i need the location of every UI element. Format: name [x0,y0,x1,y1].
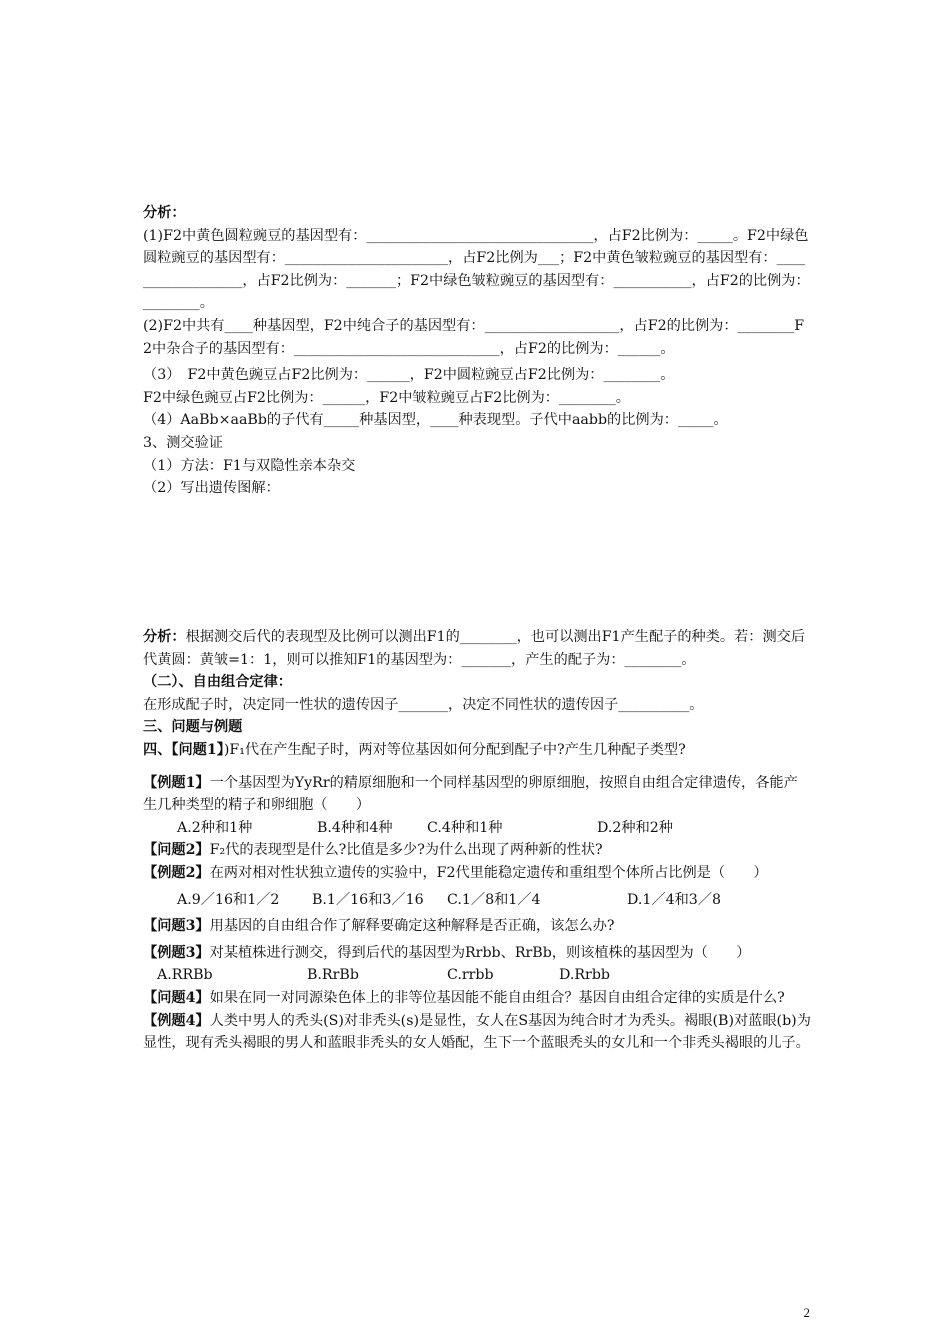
problem-1-label: 四、【问题1】 [143,741,224,758]
question-4-cross: （4）AaBb×aaBb的子代有_____种基因型，____种表现型。子代中aabb的比例为：_____。 [143,412,728,429]
option-d: D.Rrbb [559,967,611,984]
section-3-heading: 三、问题与例题 [143,719,243,736]
option-a: A.9／16和1／2 [177,891,280,908]
example-3-options [143,964,811,987]
example-2-text: 在两对相对性状独立遗传的实验中，F2代里能稳定遗传和重组型个体所占比例是（ ） [209,864,768,881]
analysis-title: 分析： [143,205,186,221]
testcross-heading: 3、测交验证 [143,434,223,451]
problem-4-text: 如果在同一对同源染色体上的非等位基因能不能自由组合？基因自由组合定律的实质是什么? [209,989,785,1006]
example-3-text: 对某植株进行测交，得到后代的基因型为Rrbb、RrBb，则该植株的基因型为（ ） [209,944,751,961]
example-3 [143,942,811,965]
problem-2-text: F₂代的表现型是什么?比值是多少?为什么出现了两种新的性状? [209,842,603,859]
law-heading: （二）、自由组合定律： [143,674,292,691]
example-1 [143,772,811,817]
example-1-label: 【例题1】 [143,774,210,791]
problem-3-label: 【问题3】 [143,918,210,935]
analysis-section-1 [143,202,811,500]
question-3-yellow-round: （3） F2中黄色豌豆占F2比例为：______，F2中圆粒豌豆占F2比例为：________。 [143,367,675,384]
problem-4 [143,987,811,1010]
example-2-label: 【例题2】 [143,864,210,881]
testcross-diagram-prompt: （2）写出遗传图解： [143,480,280,497]
example-2-options [143,889,811,912]
option-c: C.1／8和1／4 [447,891,541,908]
question-2-genotype-count: (2)F2中共有____种基因型，F2中纯合子的基因型有：___________________，占F2的比例为：________F2中杂合子的基因型有：_____________________________，占F2的比例为：______。 [143,317,805,357]
problem-2 [143,839,811,862]
analysis-text: 根据测交后代的表现型及比例可以测出F1的________，也可以测出F1产生配子的种类。若：测交后代黄圆：黄皱=1：1，则可以推知F1的基因型为：_______，产生的配子为：________。 [143,629,806,668]
example-3-label: 【例题3】 [143,944,210,961]
option-b: B.4种和4种 [317,819,393,836]
example-1-text: 一个基因型为YyRr的精原细胞和一个同样基因型的卵原细胞，按照自由组合定律遗传，各能产生几种类型的精子和卵细胞（ ） [143,774,798,814]
option-c: C.rrbb [447,967,494,984]
option-b: B.1／16和3／16 [312,891,424,908]
problem-1-text: )F₁代在产生配子时，两对等位基因如何分配到配子中?产生几种配子类型? [223,741,686,758]
option-c: C.4种和1种 [427,819,503,836]
problem-4-label: 【问题4】 [143,989,210,1006]
example-2 [143,862,811,885]
question-3-green-wrinkled: F2中绿色豌豆占F2比例为：______，F2中皱粒豌豆占F2比例为：________。 [143,389,630,406]
analysis-testcross [143,626,811,671]
example-4 [143,1010,811,1055]
example-4-label: 【例题4】 [143,1012,210,1029]
example-4-text: 人类中男人的秃头(S)对非秃头(s)是显性，女人在S基因为纯合时才为秃头。褐眼(B)对蓝眼(b)为显性，现有秃头褐眼的男人和蓝眼非秃头的女人婚配，生下一个蓝眼秃头的女儿和一个非秃头褐眼的儿子。 [143,1012,811,1052]
problem-3 [143,915,811,938]
option-d: D.2种和2种 [597,819,673,836]
example-1-options [143,817,811,840]
option-b: B.RrBb [307,967,359,984]
option-d: D.1／4和3／8 [627,891,722,908]
analysis-section-2 [143,626,811,1055]
testcross-method: （1）方法：F1与双隐性亲本杂交 [143,457,356,474]
problem-3-text: 用基因的自由组合作了解释要确定这种解释是否正确，该怎么办? [209,918,615,935]
page-number: 2 [803,1305,810,1320]
law-text: 在形成配子时，决定同一性状的遗传因子_______，决定不同性状的遗传因子__________。 [143,696,704,713]
problem-2-label: 【问题2】 [143,842,210,859]
problem-1 [143,739,811,762]
analysis-label: 分析： [143,629,186,645]
option-a: A.RRBb [157,967,213,984]
question-1-genotypes: (1)F2中黄色圆粒豌豆的基因型有：________________________________，占F2比例为：_____。F2中绿色圆粒豌豆的基因型有：_______________________，占F2比例为___；F2中黄色皱粒豌豆的基因型有：__________________，占F2比例为：_______；F2中绿色皱粒豌豆的基因型有：___________，占F2的比例为：________。 [143,227,810,312]
option-a: A.2种和1种 [177,819,253,836]
